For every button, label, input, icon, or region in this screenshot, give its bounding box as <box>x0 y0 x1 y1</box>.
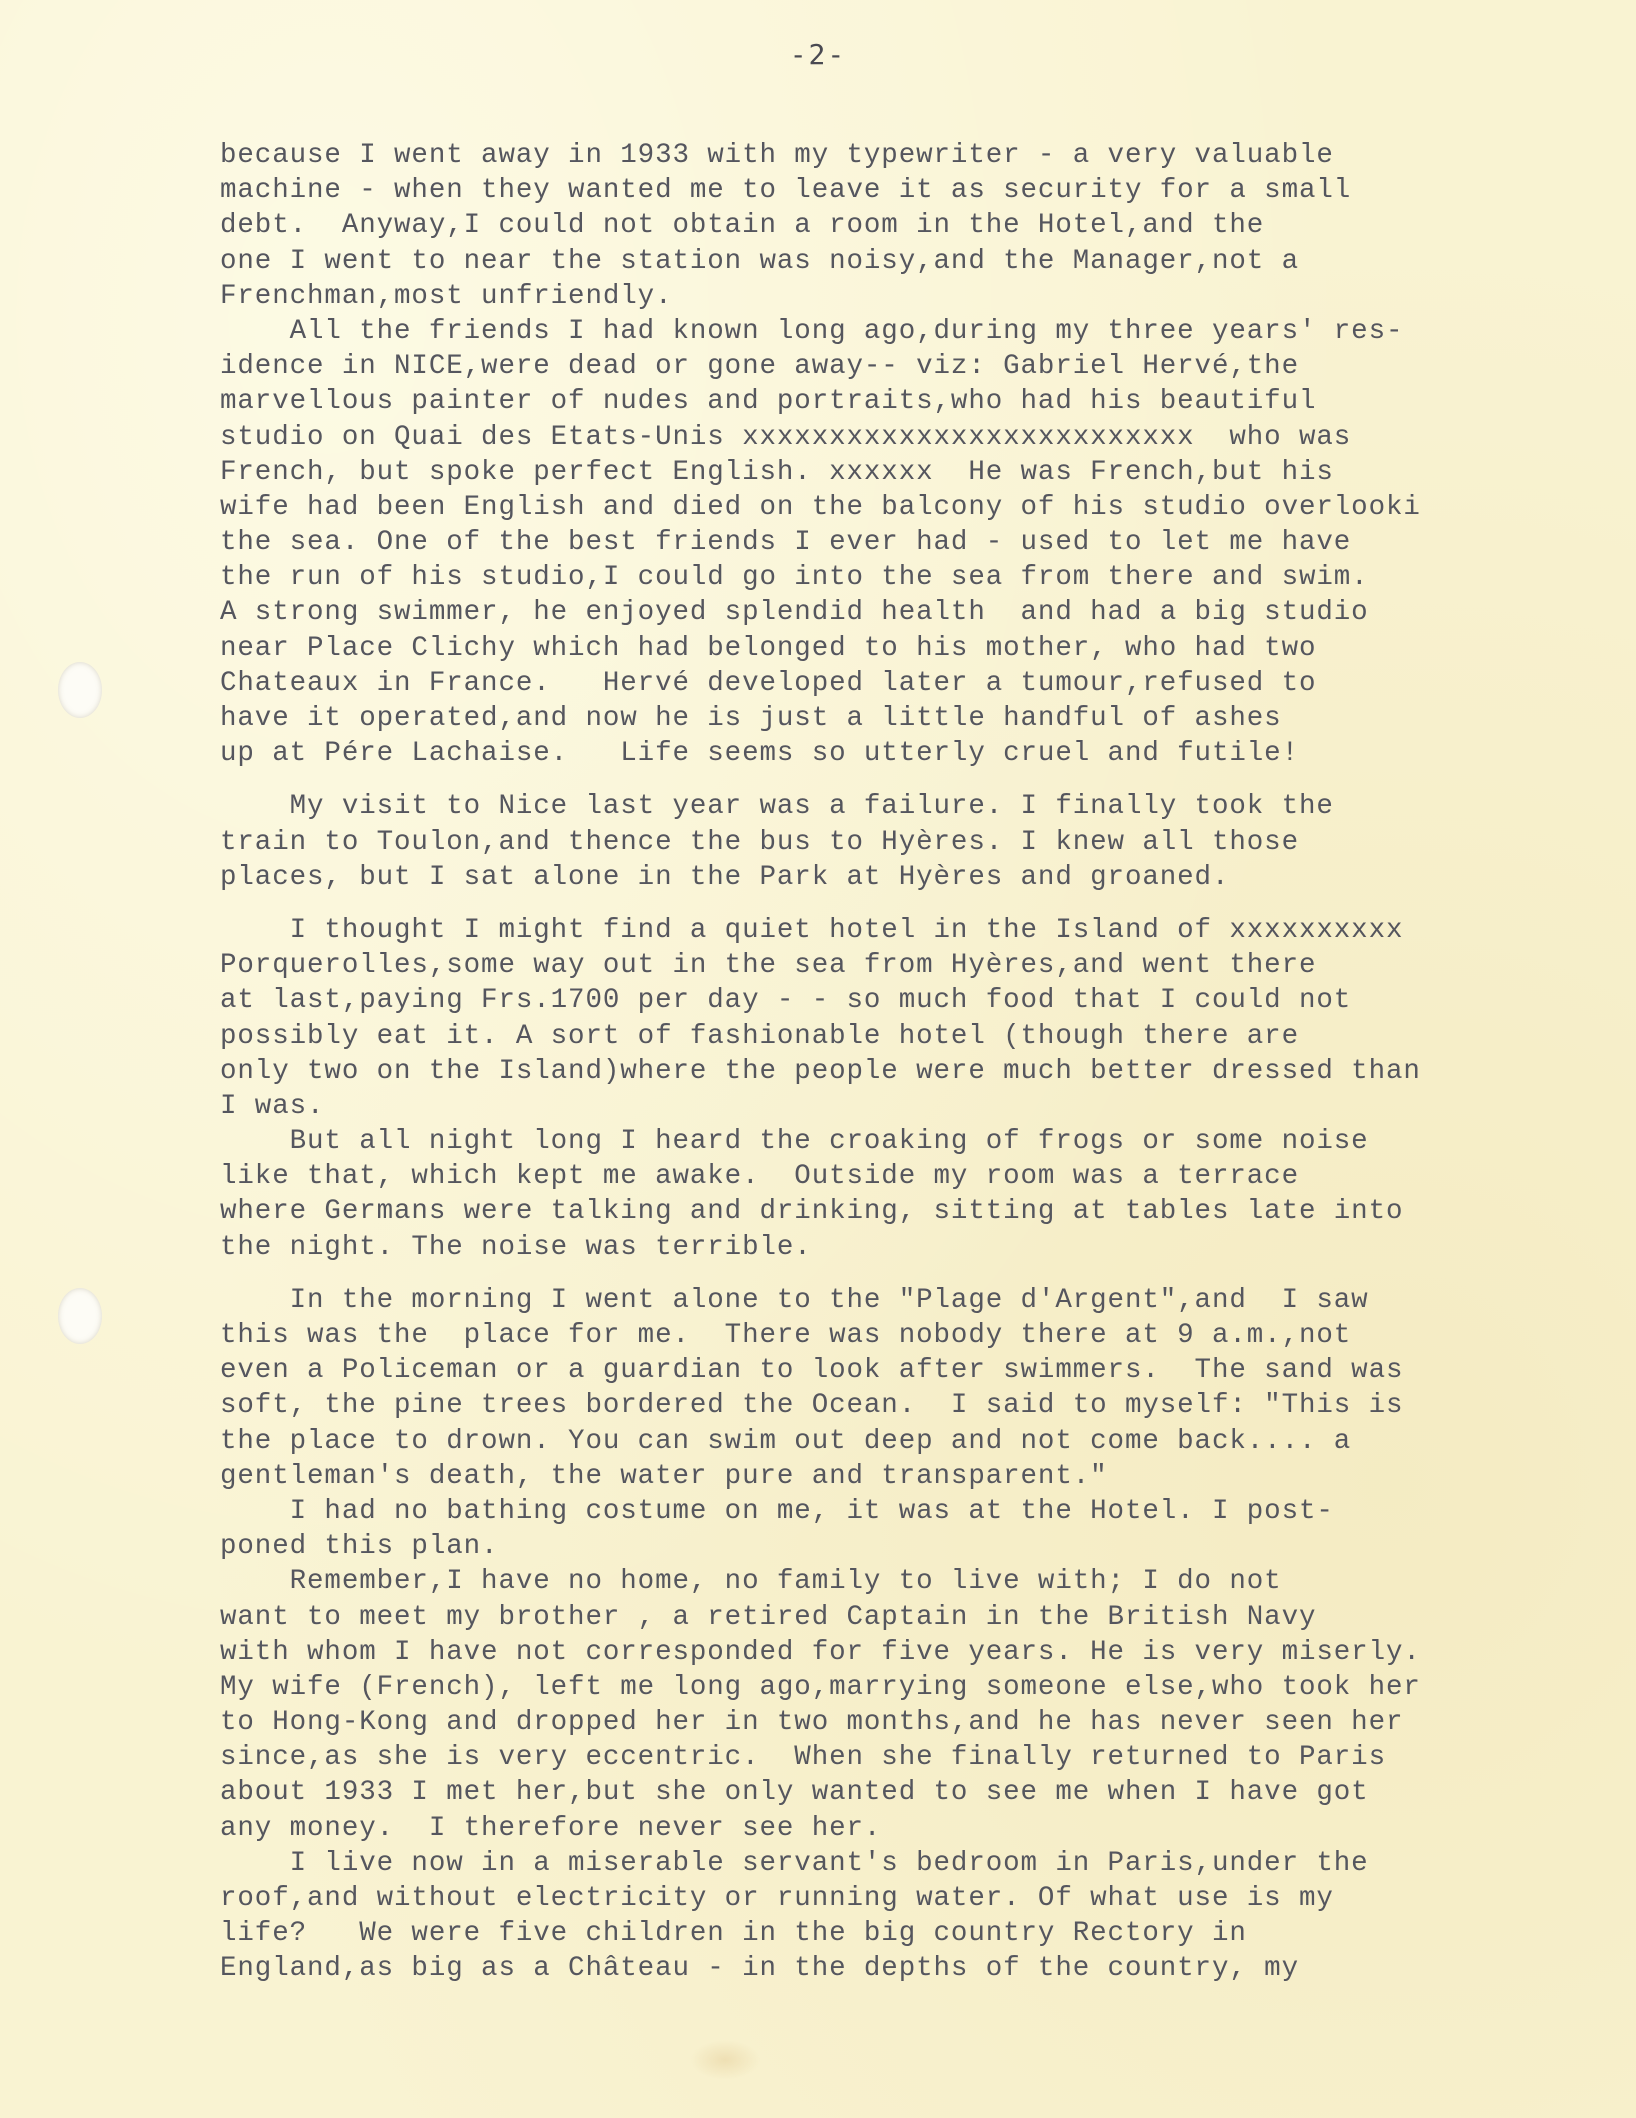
text-line: even a Policeman or a guardian to look after swimmers. The sand was <box>220 1355 1404 1387</box>
text-line: life? We were five children in the big country Rectory in <box>220 1918 1247 1950</box>
letter-body <box>220 138 1620 1987</box>
text-line: Porquerolles,some way out in the sea from Hyères,and went there <box>220 950 1317 982</box>
text-line: Remember,I have no home, no family to live with; I do not <box>220 1566 1282 1598</box>
text-line: the night. The noise was terrible. <box>220 1231 812 1263</box>
text-line: My wife (French), left me long ago,marrying someone else,who took her <box>220 1671 1421 1703</box>
text-line: I was. <box>220 1090 325 1122</box>
text-line: Chateaux in France. Hervé developed later a tumour,refused to <box>220 667 1317 699</box>
text-line: up at Pére Lachaise. Life seems so utterly cruel and futile! <box>220 738 1299 770</box>
text-line: I live now in a miserable servant's bedroom in Paris,under the <box>220 1847 1369 1879</box>
text-line: want to meet my brother , a retired Captain in the British Navy <box>220 1601 1317 1633</box>
text-line: But all night long I heard the croaking of frogs or some noise <box>220 1126 1369 1158</box>
text-line: My visit to Nice last year was a failure. I finally took the <box>220 791 1334 823</box>
text-line: gentleman's death, the water pure and transparent." <box>220 1460 1108 1492</box>
punch-hole-top <box>58 662 102 718</box>
paragraph <box>220 913 1620 1265</box>
text-line: like that, which kept me awake. Outside my room was a terrace <box>220 1161 1299 1193</box>
text-line: where Germans were talking and drinking, sitting at tables late into <box>220 1196 1404 1228</box>
text-line: one I went to near the station was noisy,and the Manager,not a <box>220 245 1299 277</box>
text-line: roof,and without electricity or running water. Of what use is my <box>220 1883 1334 1914</box>
text-line: debt. Anyway,I could not obtain a room in the Hotel,and the <box>220 210 1265 242</box>
text-line: this was the place for me. There was nobody there at 9 a.m.,not <box>220 1320 1352 1351</box>
text-line: I had no bathing costume on me, it was at the Hotel. I post- <box>220 1495 1334 1527</box>
paragraph <box>220 314 1620 771</box>
text-line: England,as big as a Château - in the depths of the country, my <box>220 1953 1299 1985</box>
text-line: machine - when they wanted me to leave it as security for a small <box>220 175 1352 207</box>
text-line: because I went away in 1933 with my typewriter - a very valuable <box>220 140 1334 171</box>
text-line: places, but I sat alone in the Park at Hyères and groaned. <box>220 861 1230 893</box>
text-line: wife had been English and died on the balcony of his studio overlooki <box>220 491 1421 523</box>
text-line: since,as she is very eccentric. When she finally returned to Paris <box>220 1742 1386 1774</box>
text-line: the sea. One of the best friends I ever had - used to let me have <box>220 527 1352 559</box>
text-line: studio on Quai des Etats-Unis xxxxxxxxxxxxxxxxxxxxxxxxxx who was <box>220 421 1352 453</box>
text-line: All the friends I had known long ago,during my three years' res- <box>220 315 1404 347</box>
paragraph <box>220 789 1620 895</box>
text-line: French, but spoke perfect English. xxxxxx He was French,but his <box>220 456 1334 488</box>
text-line: Frenchman,most unfriendly. <box>220 280 673 312</box>
text-line: have it operated,and now he is just a little handful of ashes <box>220 703 1282 734</box>
text-line: the place to drown. You can swim out deep and not come back.... a <box>220 1425 1352 1457</box>
text-line: idence in NICE,were dead or gone away-- viz: Gabriel Hervé,the <box>220 351 1299 383</box>
text-line: to Hong-Kong and dropped her in two months,and he has never seen her <box>220 1707 1404 1739</box>
text-line: with whom I have not corresponded for five years. He is very miserly. <box>220 1636 1421 1668</box>
text-line: near Place Clichy which had belonged to his mother, who had two <box>220 632 1317 664</box>
text-line: train to Toulon,and thence the bus to Hyères. I knew all those <box>220 826 1299 858</box>
text-line: soft, the pine trees bordered the Ocean. I said to myself: "This is <box>220 1390 1404 1422</box>
text-line: the run of his studio,I could go into the sea from there and swim. <box>220 562 1369 594</box>
page-number: -2- <box>789 38 847 71</box>
paragraph <box>220 138 1620 314</box>
paragraph <box>220 1283 1620 1987</box>
text-line: marvellous painter of nudes and portraits,who had his beautiful <box>220 386 1317 418</box>
paper-stain <box>690 2040 760 2080</box>
text-line: possibly eat it. A sort of fashionable hotel (though there are <box>220 1020 1299 1052</box>
text-line: at last,paying Frs.1700 per day - - so much food that I could not <box>220 985 1352 1017</box>
text-line: In the morning I went alone to the "Plage d'Argent",and I saw <box>220 1284 1369 1316</box>
punch-hole-bottom <box>58 1288 102 1344</box>
text-line: A strong swimmer, he enjoyed splendid health and had a big studio <box>220 597 1369 629</box>
text-line: about 1933 I met her,but she only wanted to see me when I have got <box>220 1777 1369 1809</box>
text-line: any money. I therefore never see her. <box>220 1812 882 1844</box>
text-line: poned this plan. <box>220 1531 499 1563</box>
text-line: only two on the Island)where the people were much better dressed than <box>220 1055 1421 1087</box>
text-line: I thought I might find a quiet hotel in the Island of xxxxxxxxxx <box>220 914 1404 946</box>
